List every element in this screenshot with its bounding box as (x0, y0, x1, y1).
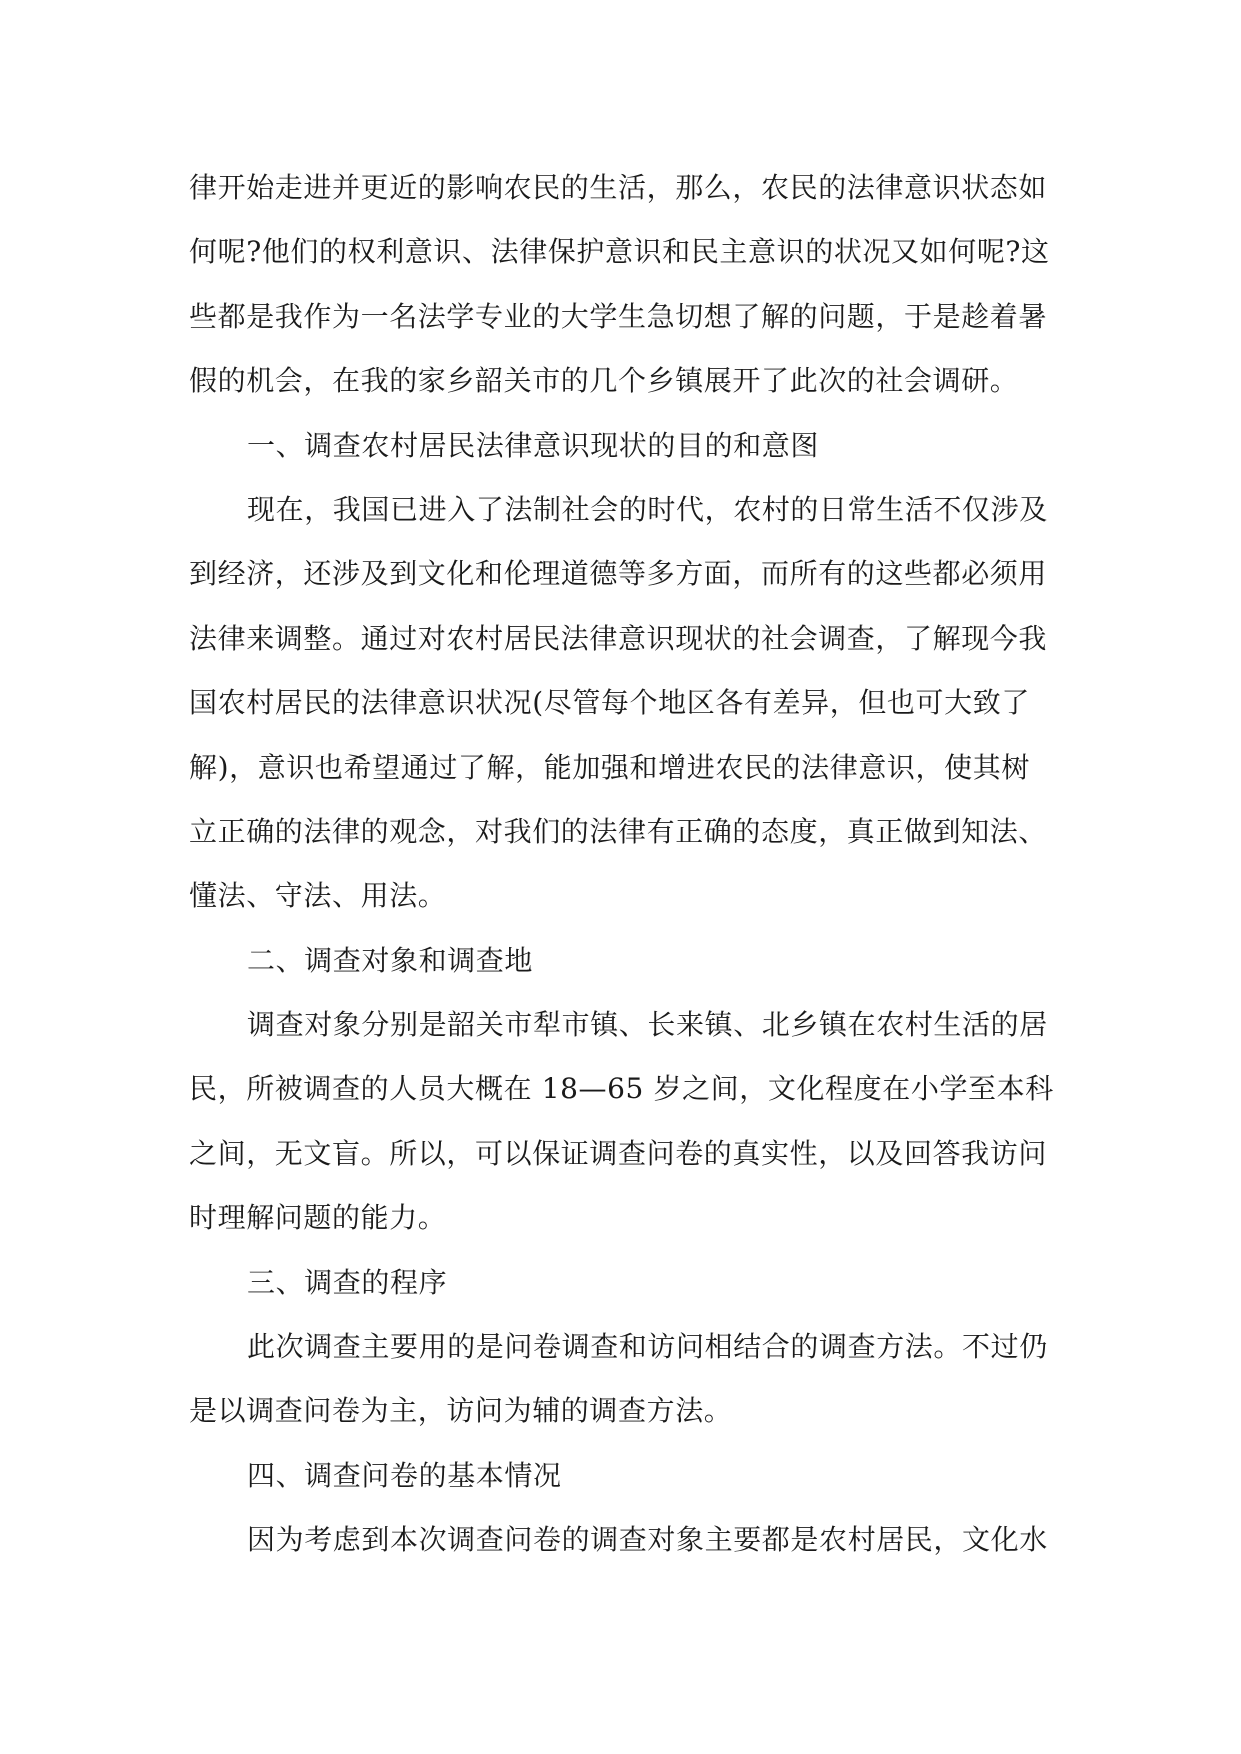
paragraph-line-indented: 三、调查的程序 (247, 1265, 448, 1299)
paragraph-line: 些都是我作为一名法学专业的大学生急切想了解的问题，于是趁着暑 (189, 299, 1048, 333)
paragraph-line-indented: 四、调查问卷的基本情况 (247, 1458, 562, 1492)
paragraph-line: 何呢?他们的权利意识、法律保护意识和民主意识的状况又如何呢?这 (189, 235, 1050, 269)
paragraph-line-indented: 二、调查对象和调查地 (247, 943, 534, 977)
paragraph-line: 律开始走进并更近的影响农民的生活，那么，农民的法律意识状态如 (189, 171, 1048, 204)
paragraph-line: 国农村居民的法律意识状况(尽管每个地区各有差异，但也可大致了 (189, 686, 1030, 720)
paragraph-line-indented: 现在，我国已进入了法制社会的时代，农村的日常生活不仅涉及 (247, 492, 1048, 526)
paragraph-line: 到经济，还涉及到文化和伦理道德等多方面，而所有的这些都必须用 (189, 557, 1048, 591)
paragraph-line: 时理解问题的能力。 (189, 1201, 447, 1235)
body-text (189, 156, 1059, 1573)
paragraph-line-indented: 此次调查主要用的是问卷调查和访问相结合的调查方法。不过仍 (247, 1330, 1048, 1364)
paragraph-line: 懂法、守法、用法。 (189, 879, 447, 913)
paragraph-line-indented: 因为考虑到本次调查问卷的调查对象主要都是农村居民，文化水 (247, 1523, 1048, 1557)
paragraph-line: 假的机会，在我的家乡韶关市的几个乡镇展开了此次的社会调研。 (189, 364, 1019, 398)
paragraph-line-indented: 调查对象分别是韶关市犁市镇、长来镇、北乡镇在农村生活的居 (247, 1008, 1048, 1042)
paragraph-line: 是以调查问卷为主，访问为辅的调查方法。 (189, 1394, 733, 1428)
paragraph-line: 立正确的法律的观念，对我们的法律有正确的态度，真正做到知法、 (189, 814, 1048, 848)
paragraph-line: 民，所被调查的人员大概在 18—65 岁之间，文化程度在小学至本科 (189, 1072, 1054, 1106)
paragraph-line: 法律来调整。通过对农村居民法律意识现状的社会调查，了解现今我 (189, 621, 1048, 655)
paragraph-line-indented: 一、调查农村居民法律意识现状的目的和意图 (247, 428, 820, 462)
paragraph-line: 之间，无文盲。所以，可以保证调查问卷的真实性，以及回答我访问 (189, 1136, 1048, 1170)
paragraph-line: 解)，意识也希望通过了解，能加强和增进农民的法律意识，使其树 (189, 750, 1030, 784)
